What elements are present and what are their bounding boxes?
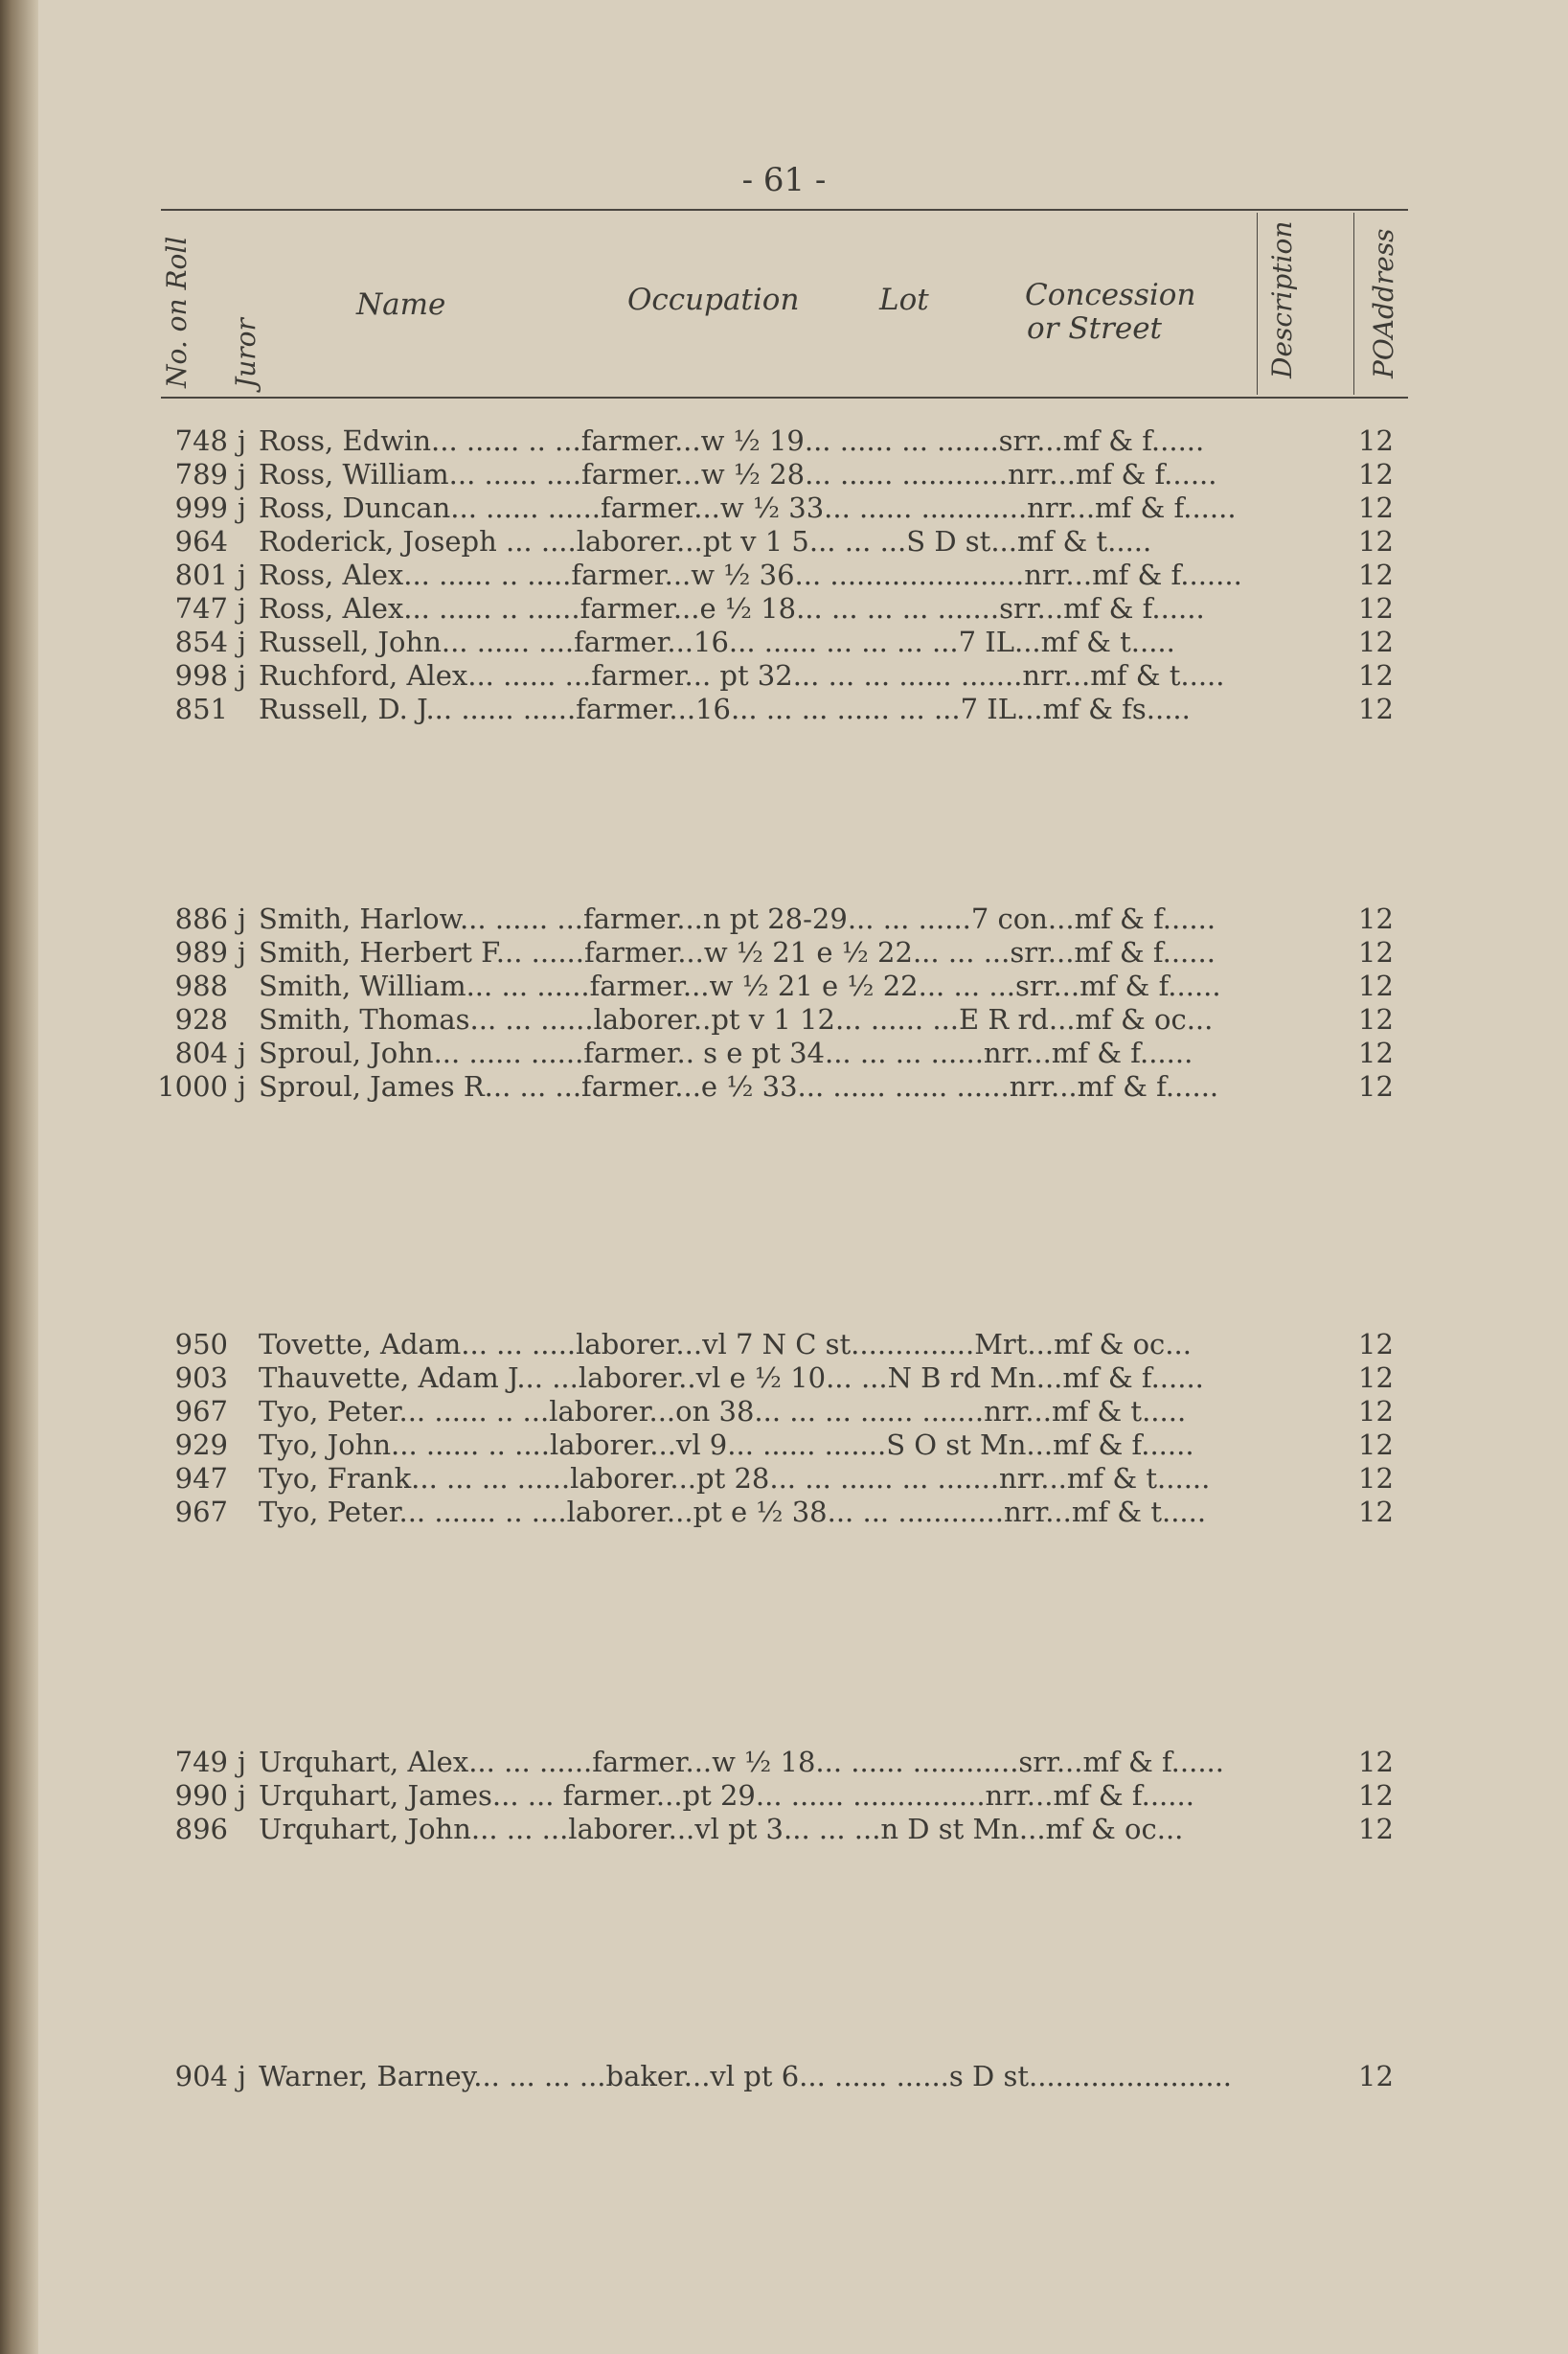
table-row <box>153 659 1418 693</box>
page-binding-edge <box>0 0 38 2354</box>
entry-text: Urquhart, Alex... ... ......farmer...w ½ 18... ...... ............srr...mf & f...... <box>259 1746 1224 1778</box>
entry-text: Ross, Alex... ...... .. .....farmer...w ½ 36... ......................nrr...mf & f....... <box>259 559 1242 591</box>
entry-text: Tyo, Peter... ....... .. ....laborer...pt e ½ 38... ... ............nrr...mf & t..... <box>259 1496 1207 1528</box>
roll-number: 990 <box>174 1779 228 1812</box>
po-address: 12 <box>1358 1037 1394 1069</box>
roll-number: 947 <box>174 1462 228 1495</box>
table-row <box>153 936 1418 970</box>
table-row <box>153 1070 1418 1104</box>
po-address: 12 <box>1358 903 1394 935</box>
table-row <box>153 970 1418 1003</box>
header-or-street: or Street <box>1027 311 1162 346</box>
entry-text: Ruchford, Alex... ...... ...farmer... pt 32... ... ... ...... .......nrr...mf & t..... <box>259 659 1225 692</box>
po-address: 12 <box>1358 2060 1394 2092</box>
table-row <box>153 1813 1418 1846</box>
table-row <box>153 1037 1418 1070</box>
juror-mark: j <box>238 659 246 692</box>
entry-text: Tyo, John... ...... .. ....laborer...vl 9... ...... .......S O st Mn...mf & f...... <box>259 1428 1194 1461</box>
table-row <box>153 1428 1418 1462</box>
header-po-address: POAddress <box>1368 228 1399 378</box>
juror-mark: j <box>238 1037 246 1069</box>
table-row <box>153 525 1418 559</box>
roll-number: 967 <box>174 1395 228 1428</box>
po-address: 12 <box>1358 1070 1394 1103</box>
po-address: 12 <box>1358 559 1394 591</box>
juror-mark: j <box>238 2060 246 2092</box>
page-number: - 61 - <box>741 161 827 199</box>
po-address: 12 <box>1358 1395 1394 1428</box>
roll-number: 801 <box>174 559 228 591</box>
po-address: 12 <box>1358 491 1394 524</box>
roll-group-w <box>153 2060 1418 2093</box>
juror-mark: j <box>238 903 246 935</box>
table-row <box>153 1462 1418 1496</box>
entry-text: Smith, William... ... ......farmer...w ½ 21 e ½ 22... ... ...srr...mf & f...... <box>259 970 1221 1002</box>
header-juror: Juror <box>230 318 261 388</box>
juror-mark: j <box>238 936 246 969</box>
entry-text: Smith, Herbert F... ......farmer...w ½ 21 e ½ 22... ... ...srr...mf & f...... <box>259 936 1216 969</box>
header-occupation: Occupation <box>627 283 800 317</box>
entry-text: Urquhart, John... ... ...laborer...vl pt 3... ... ...n D st Mn...mf & oc... <box>259 1813 1184 1845</box>
po-address: 12 <box>1358 1813 1394 1845</box>
column-separator <box>1257 213 1258 395</box>
roll-number: 988 <box>174 970 228 1002</box>
po-address: 12 <box>1358 592 1394 625</box>
po-address: 12 <box>1358 458 1394 491</box>
roll-group-u <box>153 1746 1418 1846</box>
table-row <box>153 1746 1418 1779</box>
table-row <box>153 626 1418 659</box>
po-address: 12 <box>1358 659 1394 692</box>
juror-mark: j <box>238 491 246 524</box>
entry-text: Russell, D. J... ...... ......farmer...16... ... ... ...... ... ...7 IL...mf & fs..... <box>259 693 1191 725</box>
table-row <box>153 903 1418 936</box>
po-address: 12 <box>1358 1328 1394 1360</box>
roll-number: 896 <box>174 1813 228 1845</box>
juror-mark: j <box>238 424 246 457</box>
roll-number: 748 <box>174 424 228 457</box>
table-row <box>153 458 1418 491</box>
table-row <box>153 491 1418 525</box>
po-address: 12 <box>1358 1428 1394 1461</box>
entry-text: Ross, Alex... ...... .. ......farmer...e ½ 18... ... ... ... .......srr...mf & f...... <box>259 592 1205 625</box>
juror-mark: j <box>238 1070 246 1103</box>
roll-number: 903 <box>174 1361 228 1394</box>
roll-number: 929 <box>174 1428 228 1461</box>
po-address: 12 <box>1358 1746 1394 1778</box>
header-top-rule <box>161 209 1408 211</box>
juror-mark: j <box>238 1746 246 1778</box>
roll-number: 804 <box>174 1037 228 1069</box>
juror-mark: j <box>238 458 246 491</box>
po-address: 12 <box>1358 424 1394 457</box>
table-row <box>153 559 1418 592</box>
entry-text: Ross, Edwin... ...... .. ...farmer...w ½ 19... ...... ... .......srr...mf & f...... <box>259 424 1205 457</box>
table-row <box>153 592 1418 626</box>
roll-number: 886 <box>174 903 228 935</box>
header-lot: Lot <box>879 283 929 317</box>
roll-number: 928 <box>174 1003 228 1036</box>
roll-number: 967 <box>174 1496 228 1528</box>
table-row <box>153 1361 1418 1395</box>
roll-number: 747 <box>174 592 228 625</box>
table-row <box>153 1779 1418 1813</box>
header-concession: Concession <box>1025 278 1196 312</box>
entry-text: Ross, Duncan... ...... ......farmer...w ½ 33... ...... ............nrr...mf & f...... <box>259 491 1237 524</box>
roll-number: 950 <box>174 1328 228 1360</box>
table-row <box>153 1328 1418 1361</box>
po-address: 12 <box>1358 1361 1394 1394</box>
entry-text: Tyo, Peter... ...... .. ...laborer...on 38... ... ... ...... .......nrr...mf & t..... <box>259 1395 1187 1428</box>
table-row <box>153 2060 1418 2093</box>
roll-group-s <box>153 903 1418 1104</box>
table-row <box>153 1496 1418 1529</box>
juror-mark: j <box>238 592 246 625</box>
table-row <box>153 693 1418 726</box>
entry-text: Roderick, Joseph ... ....laborer...pt v 1 5... ... ...S D st...mf & t..... <box>259 525 1152 558</box>
roll-number: 964 <box>174 525 228 558</box>
entry-text: Sproul, John... ...... ......farmer.. s e pt 34... ... ... ......nrr...mf & f...... <box>259 1037 1193 1069</box>
entry-text: Tovette, Adam... ... .....laborer...vl 7 N C st..............Mrt...mf & oc... <box>259 1328 1192 1360</box>
header-description: Description <box>1266 220 1298 378</box>
table-row <box>153 424 1418 458</box>
po-address: 12 <box>1358 626 1394 658</box>
po-address: 12 <box>1358 525 1394 558</box>
juror-mark: j <box>238 559 246 591</box>
juror-mark: j <box>238 626 246 658</box>
po-address: 12 <box>1358 693 1394 725</box>
roll-number: 749 <box>174 1746 228 1778</box>
entry-text: Sproul, James R... ... ...farmer...e ½ 33... ...... ...... ......nrr...mf & f...... <box>259 1070 1219 1103</box>
roll-number: 854 <box>174 626 228 658</box>
po-address: 12 <box>1358 1496 1394 1528</box>
entry-text: Tyo, Frank... ... ... ......laborer...pt 28... ... ...... ... .......nrr...mf & t...... <box>259 1462 1211 1495</box>
entry-text: Urquhart, James... ... farmer...pt 29... ...... ...............nrr...mf & f...... <box>259 1779 1194 1812</box>
po-address: 12 <box>1358 1462 1394 1495</box>
po-address: 12 <box>1358 1779 1394 1812</box>
table-row <box>153 1003 1418 1037</box>
roll-number: 999 <box>174 491 228 524</box>
roll-number: 1000 <box>157 1070 228 1103</box>
po-address: 12 <box>1358 970 1394 1002</box>
header-name: Name <box>356 287 446 322</box>
po-address: 12 <box>1358 936 1394 969</box>
column-separator <box>1353 213 1354 395</box>
roll-number: 989 <box>174 936 228 969</box>
entry-text: Smith, Harlow... ...... ...farmer...n pt 28-29... ... ......7 con...mf & f...... <box>259 903 1216 935</box>
roll-number: 904 <box>174 2060 228 2092</box>
entry-text: Smith, Thomas... ... ......laborer..pt v 1 12... ...... ...E R rd...mf & oc... <box>259 1003 1214 1036</box>
roll-group-r <box>153 424 1418 726</box>
entry-text: Russell, John... ...... ....farmer...16... ...... ... ... ... ...7 IL...mf & t..... <box>259 626 1175 658</box>
roll-group-t <box>153 1328 1418 1529</box>
entry-text: Thauvette, Adam J... ...laborer..vl e ½ 10... ...N B rd Mn...mf & f...... <box>259 1361 1204 1394</box>
po-address: 12 <box>1358 1003 1394 1036</box>
roll-number: 789 <box>174 458 228 491</box>
header-bottom-rule <box>161 397 1408 399</box>
header-no-on-roll: No. on Roll <box>161 236 193 388</box>
juror-mark: j <box>238 1779 246 1812</box>
roll-number: 998 <box>174 659 228 692</box>
entry-text: Warner, Barney... ... ... ...baker...vl pt 6... ...... ......s D st....................... <box>259 2060 1233 2092</box>
roll-number: 851 <box>174 693 228 725</box>
table-row <box>153 1395 1418 1428</box>
entry-text: Ross, William... ...... ....farmer...w ½ 28... ...... ............nrr...mf & f...... <box>259 458 1217 491</box>
